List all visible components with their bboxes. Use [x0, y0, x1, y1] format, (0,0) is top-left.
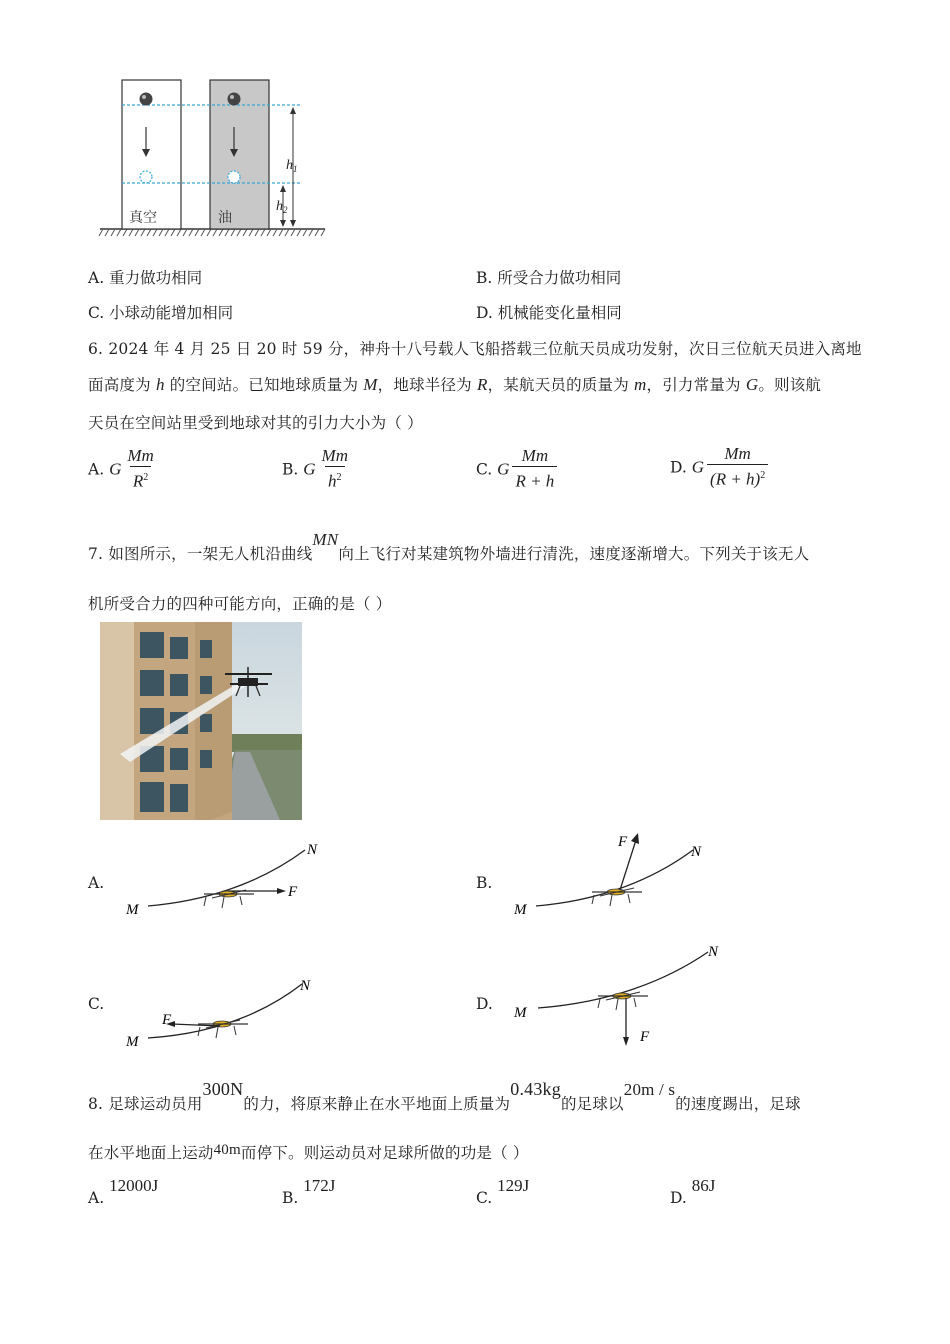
- label-m: M: [514, 902, 527, 918]
- label-m: M: [126, 1034, 139, 1050]
- q5-option-b[interactable]: B. 所受合力做功相同: [476, 269, 622, 287]
- drone-icon: [204, 890, 254, 908]
- label-f: F: [288, 884, 298, 900]
- q7-diagram-b[interactable]: [508, 828, 718, 920]
- label-n: N: [307, 842, 318, 858]
- q7-diagram-d[interactable]: [508, 940, 728, 1050]
- label-f: F: [640, 1029, 650, 1045]
- label-vacuum: 真空: [129, 211, 157, 226]
- q6-option-c[interactable]: C. G $\frac{Mm}{R + h}$: [476, 446, 557, 493]
- svg-text:h2: $h_2$: [276, 199, 288, 215]
- label-m: M: [126, 902, 139, 918]
- q7-option-a[interactable]: A.: [88, 874, 105, 892]
- label-n: N: [300, 978, 311, 994]
- q5-option-a[interactable]: A. 重力做功相同: [88, 269, 203, 287]
- q5-option-c[interactable]: C. 小球动能增加相同: [88, 304, 234, 322]
- q7-stem-line2: 机所受合力的四种可能方向，正确的是（ ）: [88, 595, 392, 613]
- q7-option-b[interactable]: B.: [476, 874, 493, 892]
- label-m: M: [514, 1005, 527, 1021]
- drone-cleaning-photo: [100, 622, 302, 820]
- q8-option-d[interactable]: D. 86J: [670, 1176, 716, 1207]
- label-f: F: [162, 1012, 172, 1028]
- q8-option-c[interactable]: C. 129J: [476, 1176, 530, 1207]
- svg-text:h1: $h_1$: [286, 158, 298, 174]
- label-oil: 油: [218, 211, 232, 226]
- h2-label: h: [276, 199, 283, 214]
- label-f: F: [618, 834, 628, 850]
- label-n: N: [708, 944, 719, 960]
- q7-diagram-a[interactable]: [120, 838, 330, 920]
- fig5-diagram: [95, 72, 330, 242]
- q6-option-b[interactable]: B. G $\frac{Mm}{h^2}$: [282, 446, 348, 491]
- q8-option-b[interactable]: B. 172J: [282, 1176, 336, 1207]
- q5-option-d[interactable]: D. 机械能变化量相同: [476, 304, 622, 322]
- q7-diagram-c[interactable]: [120, 974, 330, 1054]
- q7-option-d[interactable]: D.: [476, 995, 493, 1013]
- q6-option-d[interactable]: D. G $\frac{Mm}{(R + h)^2}$: [670, 444, 768, 491]
- drone-icon: [592, 888, 642, 906]
- label-n: N: [691, 844, 702, 860]
- q8-stem-line1: 8. 足球运动员用300N的力，将原来静止在水平地面上质量为0.43kg的足球以20m / s的速度踢出，足球: [88, 1079, 801, 1113]
- q6-stem-line3: 天员在空间站里受到地球对其的引力大小为（ ）: [88, 414, 423, 432]
- q6-option-a[interactable]: A. G $\frac{Mm}{R^2}$: [88, 446, 154, 491]
- q7-option-c[interactable]: C.: [88, 995, 105, 1013]
- q8-option-a[interactable]: A. 12000J: [88, 1176, 159, 1207]
- h1-label: h: [286, 158, 293, 173]
- drone-icon: [598, 992, 648, 1010]
- q8-stem-line2: 在水平地面上运动40m而停下。则运动员对足球所做的功是（ ）: [88, 1142, 529, 1162]
- q7-stem-line1: 7. 如图所示，一架无人机沿曲线MN向上飞行对某建筑物外墙进行清洗，速度逐渐增大。下列关于该无人: [88, 530, 810, 563]
- q6-stem-line1: 6. 2024 年 4 月 25 日 20 时 59 分，神舟十八号载人飞船搭载三位航天员成功发射，次日三位航天员进入离地: [88, 340, 862, 358]
- ball-icon: [140, 93, 153, 106]
- q6-stem-line2: 面高度为 h 的空间站。已知地球质量为 M，地球半径为 R，某航天员的质量为 m，引力常量为 G。则该航: [88, 375, 822, 394]
- ball-icon: [228, 93, 241, 106]
